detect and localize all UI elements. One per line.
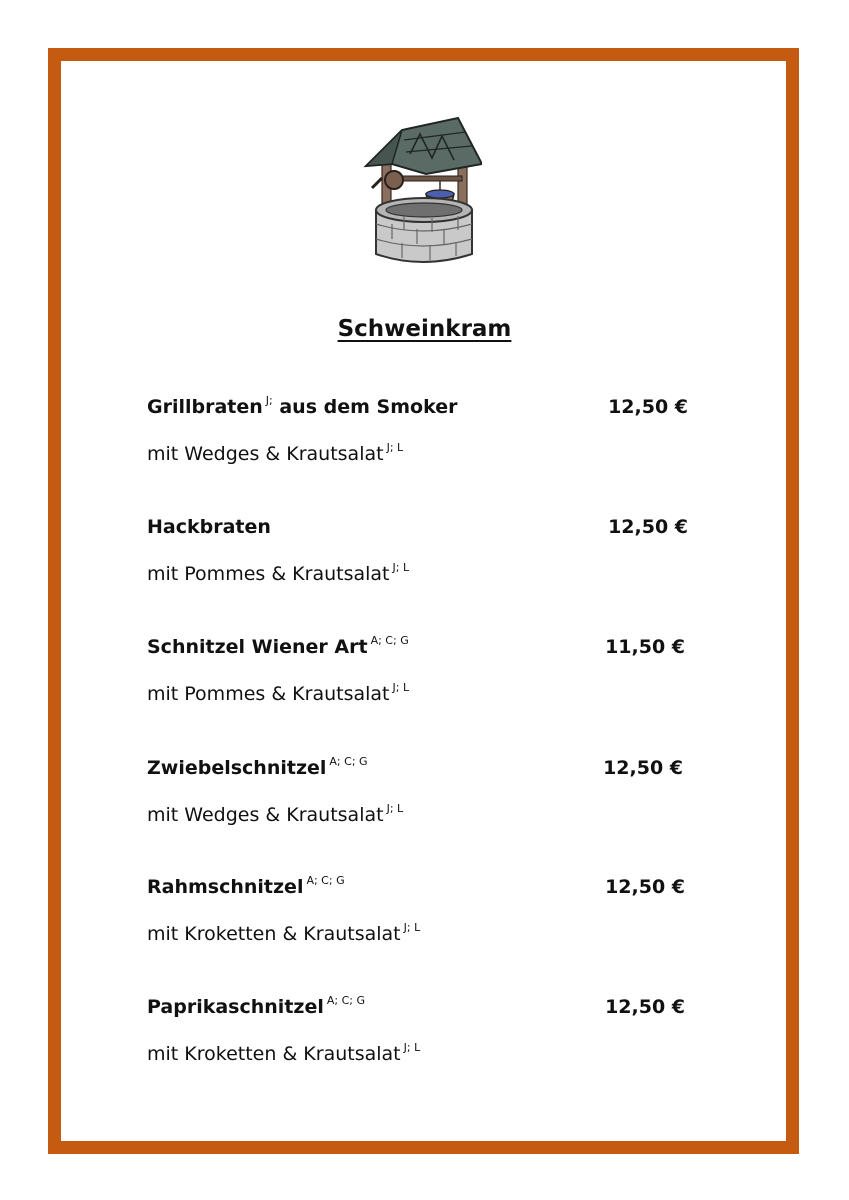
allergen-codes: A; C; G xyxy=(370,634,409,647)
allergen-codes: A; C; G xyxy=(326,994,365,1007)
menu-item xyxy=(147,876,692,966)
allergen-codes: J; L xyxy=(403,921,421,934)
menu-item-price: 12,50 € xyxy=(608,396,688,418)
allergen-codes: J; L xyxy=(386,441,404,454)
menu-item xyxy=(147,396,692,486)
menu-item-price: 12,50 € xyxy=(605,996,685,1018)
menu-item-description: mit Pommes & Krautsalat $^{J; L}$ xyxy=(147,681,410,705)
menu-item xyxy=(147,636,692,726)
allergen-codes: J; L xyxy=(392,681,410,694)
wishing-well-icon xyxy=(362,114,482,266)
menu-item-name: Hackbraten xyxy=(147,516,271,538)
menu-item xyxy=(147,996,692,1086)
menu-item-name: Grillbraten $^{J;}$ aus dem Smoker xyxy=(147,394,458,418)
allergen-codes: J; L xyxy=(392,561,410,574)
menu-item-name: Rahmschnitzel $^{A; C; G}$ xyxy=(147,874,345,898)
allergen-codes: A; C; G xyxy=(329,755,368,768)
allergen-codes: J; xyxy=(265,394,273,407)
menu-item-price: 12,50 € xyxy=(608,516,688,538)
menu-item-description: mit Pommes & Krautsalat $^{J; L}$ xyxy=(147,561,410,585)
menu-item-description: mit Kroketten & Krautsalat $^{J; L}$ xyxy=(147,1041,421,1065)
section-title: Schweinkram xyxy=(337,316,512,342)
menu-item-name: Zwiebelschnitzel $^{A; C; G}$ xyxy=(147,755,368,779)
allergen-codes: A; C; G xyxy=(306,874,345,887)
menu-item-price: 11,50 € xyxy=(605,636,685,658)
allergen-codes: J; L xyxy=(403,1041,421,1054)
menu-item-description: mit Kroketten & Krautsalat $^{J; L}$ xyxy=(147,921,421,945)
menu-item-price: 12,50 € xyxy=(603,757,683,779)
allergen-codes: J; L xyxy=(386,802,404,815)
menu-item-name: Paprikaschnitzel $^{A; C; G}$ xyxy=(147,994,365,1018)
menu-item xyxy=(147,757,692,847)
menu-item xyxy=(147,516,692,606)
menu-item-price: 12,50 € xyxy=(605,876,685,898)
menu-item-description: mit Wedges & Krautsalat $^{J; L}$ xyxy=(147,802,404,826)
menu-item-name: Schnitzel Wiener Art $^{A; C; G}$ xyxy=(147,634,409,658)
menu-item-description: mit Wedges & Krautsalat $^{J; L}$ xyxy=(147,441,404,465)
